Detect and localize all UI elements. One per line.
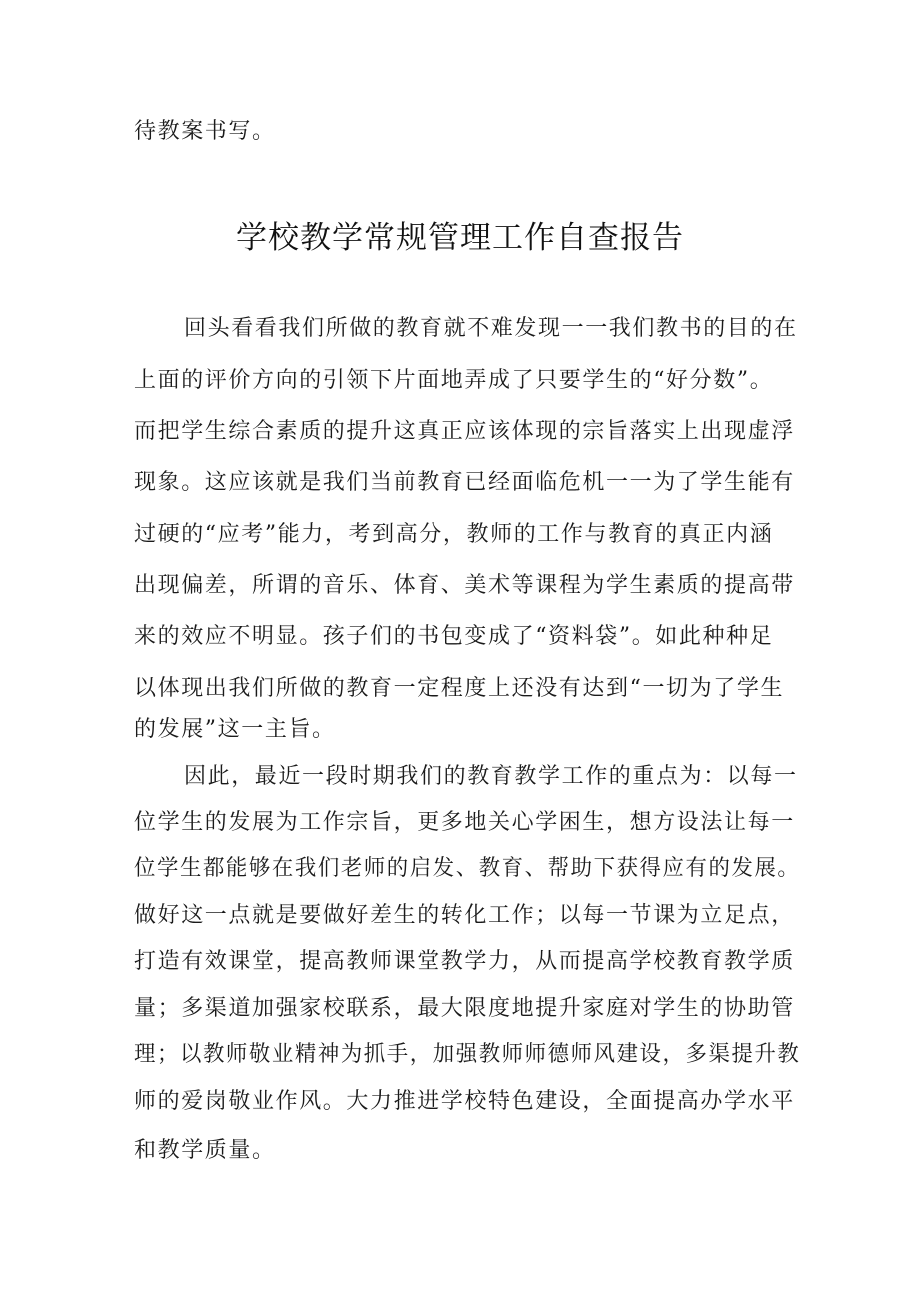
paragraph-line: 师的爱岗敬业作风。大力推进学校特色建设，全面提高办学水平 (134, 1089, 795, 1114)
paragraph-line: 回头看看我们所做的教育就不难发现一一我们教书的目的在 (184, 316, 798, 341)
page-title: 学校教学常规管理工作自查报告 (236, 220, 684, 256)
paragraph-line: 做好这一点就是要做好差生的转化工作；以每一节课为立足点， (134, 903, 795, 928)
paragraph-line: 的发展”这一主旨。 (134, 717, 336, 742)
paragraph-line: 现象。这应该就是我们当前教育已经面临危机一一为了学生能有 (134, 470, 795, 495)
paragraph-line: 理；以教师敬业精神为抓手，加强教师师德师风建设，多渠提升教 (134, 1042, 801, 1067)
paragraph-line: 打造有效课堂，提高教师课堂教学力，从而提高学校教育教学质 (134, 949, 795, 974)
carryover-text: 待教案书写。 (134, 119, 276, 144)
paragraph-line: 以体现出我们所做的教育一定程度上还没有达到“一切为了学生 (134, 676, 785, 701)
paragraph-line: 位学生的发展为工作宗旨，更多地关心学困生，想方设法让每一 (134, 810, 795, 835)
paragraph-line: 来的效应不明显。孩子们的书包变成了“资料袋”。如此种种足 (134, 624, 774, 649)
paragraph-line: 上面的评价方向的引领下片面地弄成了只要学生的“好分数”。 (134, 368, 774, 393)
paragraph-line: 出现偏差，所谓的音乐、体育、美术等课程为学生素质的提高带 (134, 573, 795, 598)
paragraph-line: 过硬的“应考”能力，考到高分，教师的工作与教育的真正内涵 (134, 522, 774, 547)
paragraph-line: 量；多渠道加强家校联系，最大限度地提升家庭对学生的协助管 (134, 996, 795, 1021)
paragraph-line: 和教学质量。 (134, 1138, 276, 1163)
paragraph-line: 因此，最近一段时期我们的教育教学工作的重点为：以每一 (184, 764, 798, 789)
paragraph-line: 而把学生综合素质的提升这真正应该体现的宗旨落实上出现虚浮 (134, 419, 795, 444)
paragraph-line: 位学生都能够在我们老师的启发、教育、帮助下获得应有的发展。 (134, 856, 801, 881)
